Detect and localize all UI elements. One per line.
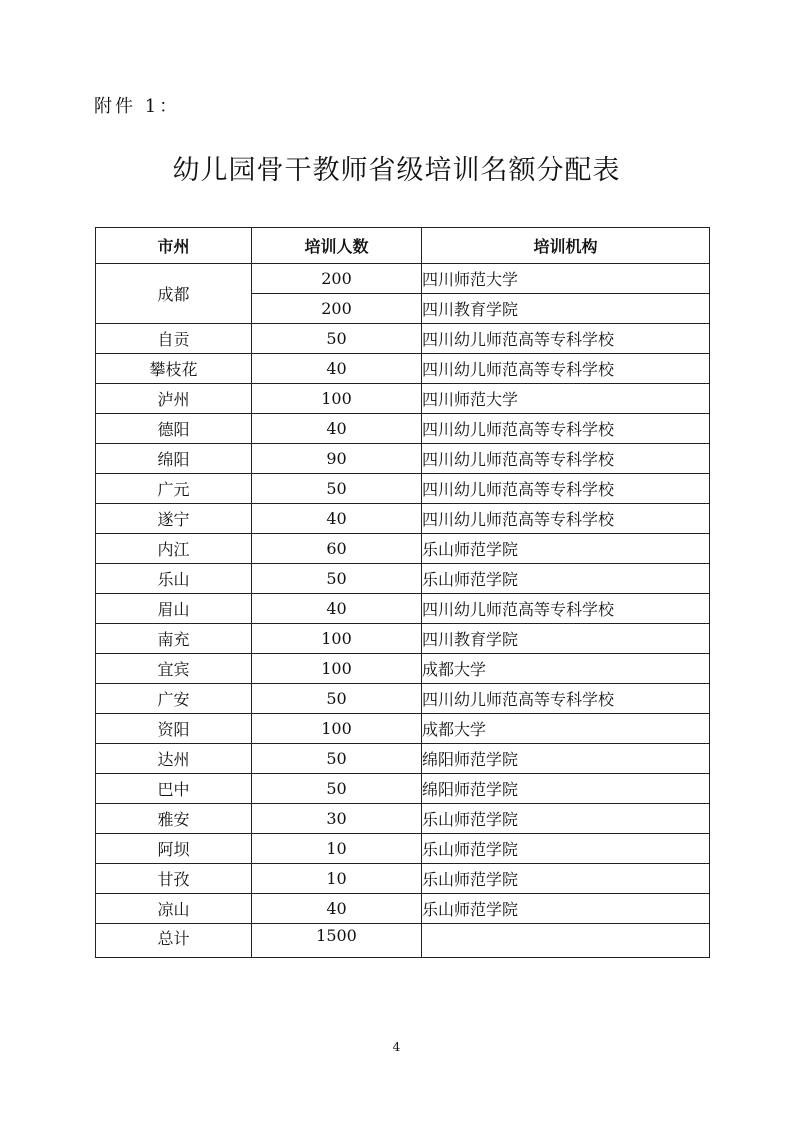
- count-cell: 60: [252, 534, 422, 564]
- table-row: [96, 864, 710, 894]
- city-cell: 德阳: [96, 414, 252, 444]
- table-header-row: [96, 228, 710, 264]
- count-cell: 100: [252, 654, 422, 684]
- city-cell: 自贡: [96, 324, 252, 354]
- table-row: [96, 474, 710, 504]
- institution-cell: 四川幼儿师范高等专科学校: [422, 444, 710, 474]
- city-cell: 广安: [96, 684, 252, 714]
- institution-cell: 四川幼儿师范高等专科学校: [422, 594, 710, 624]
- count-cell: 100: [252, 384, 422, 414]
- table-row: [96, 414, 710, 444]
- institution-cell: 乐山师范学院: [422, 564, 710, 594]
- institution-cell: 成都大学: [422, 714, 710, 744]
- table-row: [96, 804, 710, 834]
- city-cell: 乐山: [96, 564, 252, 594]
- city-cell: 广元: [96, 474, 252, 504]
- table-row: [96, 834, 710, 864]
- header-institution: 培训机构: [422, 228, 710, 264]
- city-cell: 资阳: [96, 714, 252, 744]
- table-row: [96, 744, 710, 774]
- city-cell: 攀枝花: [96, 354, 252, 384]
- city-cell: 遂宁: [96, 504, 252, 534]
- attachment-label: 附件 1：: [94, 96, 181, 117]
- city-cell: 成都: [96, 264, 252, 324]
- count-cell: 50: [252, 474, 422, 504]
- header-city: 市州: [96, 228, 252, 264]
- institution-cell: 四川教育学院: [422, 624, 710, 654]
- count-cell: 40: [252, 594, 422, 624]
- count-cell: 90: [252, 444, 422, 474]
- table-row: [96, 624, 710, 654]
- institution-cell: 四川幼儿师范高等专科学校: [422, 354, 710, 384]
- city-cell: 泸州: [96, 384, 252, 414]
- city-cell: 南充: [96, 624, 252, 654]
- page-title: 幼儿园骨干教师省级培训名额分配表: [172, 155, 621, 186]
- count-cell: 50: [252, 684, 422, 714]
- total-row: [96, 924, 710, 958]
- count-cell: 40: [252, 504, 422, 534]
- table-row: [96, 534, 710, 564]
- count-cell: 40: [252, 414, 422, 444]
- count-cell: 200: [252, 264, 422, 294]
- count-cell: 30: [252, 804, 422, 834]
- total-institution: [422, 924, 710, 958]
- institution-cell: 四川幼儿师范高等专科学校: [422, 474, 710, 504]
- city-cell: 凉山: [96, 894, 252, 924]
- count-cell: 50: [252, 324, 422, 354]
- count-cell: 10: [252, 834, 422, 864]
- count-cell: 40: [252, 894, 422, 924]
- header-count: 培训人数: [252, 228, 422, 264]
- city-cell: 甘孜: [96, 864, 252, 894]
- institution-cell: 四川幼儿师范高等专科学校: [422, 324, 710, 354]
- table-row: [96, 264, 710, 294]
- table-row: [96, 324, 710, 354]
- count-cell: 200: [252, 294, 422, 324]
- table-row: [96, 384, 710, 414]
- institution-cell: 乐山师范学院: [422, 894, 710, 924]
- count-cell: 50: [252, 744, 422, 774]
- table-row: [96, 594, 710, 624]
- table-row: [96, 894, 710, 924]
- count-cell: 100: [252, 624, 422, 654]
- institution-cell: 四川教育学院: [422, 294, 710, 324]
- table-row: [96, 654, 710, 684]
- page-number: 4: [392, 1040, 401, 1054]
- city-cell: 阿坝: [96, 834, 252, 864]
- institution-cell: 成都大学: [422, 654, 710, 684]
- count-cell: 100: [252, 714, 422, 744]
- institution-cell: 四川幼儿师范高等专科学校: [422, 414, 710, 444]
- institution-cell: 四川幼儿师范高等专科学校: [422, 504, 710, 534]
- city-cell: 眉山: [96, 594, 252, 624]
- table-row: [96, 354, 710, 384]
- table-row: [96, 564, 710, 594]
- table-row: [96, 684, 710, 714]
- institution-cell: 乐山师范学院: [422, 534, 710, 564]
- total-count: 1500: [252, 924, 422, 958]
- city-cell: 达州: [96, 744, 252, 774]
- institution-cell: 乐山师范学院: [422, 834, 710, 864]
- count-cell: 10: [252, 864, 422, 894]
- institution-cell: 绵阳师范学院: [422, 774, 710, 804]
- quota-table: [95, 227, 710, 958]
- institution-cell: 乐山师范学院: [422, 864, 710, 894]
- table-row: [96, 444, 710, 474]
- institution-cell: 四川师范大学: [422, 264, 710, 294]
- count-cell: 50: [252, 774, 422, 804]
- institution-cell: 绵阳师范学院: [422, 744, 710, 774]
- city-cell: 宜宾: [96, 654, 252, 684]
- city-cell: 绵阳: [96, 444, 252, 474]
- institution-cell: 四川师范大学: [422, 384, 710, 414]
- city-cell: 雅安: [96, 804, 252, 834]
- table-row: [96, 774, 710, 804]
- table-row: [96, 714, 710, 744]
- institution-cell: 乐山师范学院: [422, 804, 710, 834]
- institution-cell: 四川幼儿师范高等专科学校: [422, 684, 710, 714]
- city-cell: 巴中: [96, 774, 252, 804]
- city-cell: 内江: [96, 534, 252, 564]
- table-row: [96, 504, 710, 534]
- count-cell: 40: [252, 354, 422, 384]
- count-cell: 50: [252, 564, 422, 594]
- total-label: 总计: [96, 924, 252, 958]
